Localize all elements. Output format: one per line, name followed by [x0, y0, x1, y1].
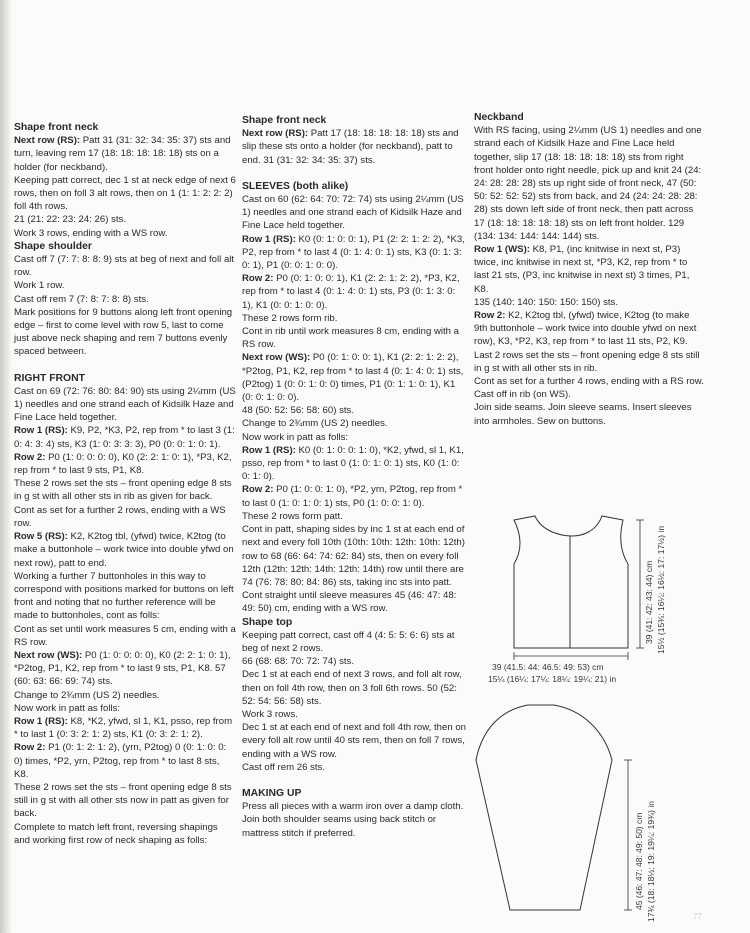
instruction-paragraph — [242, 510, 467, 523]
instruction-text: Mark positions for 9 buttons along left front opening edge – first to come level with row 5, last to come just above neck shaping and rem 7 buttons evenly spaced between. — [14, 306, 233, 358]
instruction-text: Keeping patt correct, dec 1 st at neck edge of next 6 rows, then on foll 3 alt rows, then on 1 (1: 1: 2: 2: 2) foll 4th rows. — [14, 174, 236, 213]
sleeve-length-label-cm: 45 (46: 47: 48: 49: 50) cm — [634, 812, 644, 910]
row-label: Row 1 (RS): — [14, 425, 68, 437]
section-gap — [14, 359, 236, 372]
instruction-text: 48 (50: 52: 56: 58: 60) sts. — [242, 405, 354, 417]
instruction-paragraph — [242, 523, 467, 589]
row-label: Row 2: — [14, 451, 46, 463]
body-height-label-cm: 39 (41: 42: 43: 44) cm — [644, 560, 654, 644]
instruction-text: P0 (0: 1: 0: 0: 1), K1 (2: 2: 1: 2: 2), *P2tog, P1, K2, rep from * to last 4 (0: 1: 4: 0: 1) sts, (P2tog) 1 (0: 0: 1: 0: 0) times, P1 (0: 1: 1: 0: 1), K1 (0: 0: 1: 0: 0). — [242, 352, 464, 404]
instruction-paragraph — [242, 708, 467, 721]
section-heading: Shape shoulder — [14, 240, 92, 252]
instruction-text: P0 (1: 0: 0: 0: 0), K0 (2: 2: 1: 0: 1), *P2tog, P1, K2, rep from * to last 9 sts, P1, K8. 57 (60: 63: 66: 69: 74) sts. — [14, 649, 231, 688]
section-heading: Neckband — [474, 112, 524, 123]
instruction-paragraph — [14, 293, 236, 306]
instruction-text: Keeping patt correct, cast off 4 (4: 5: 5: 6: 6) sts at beg of next 2 rows. — [242, 629, 455, 654]
instruction-text: K2, K2tog tbl, (yfwd) twice, K2tog (to make 9th buttonhole – work twice into double yfwd on next row), K3, *P2, K3, rep from * to last 11 sts, P2, K9. — [474, 310, 697, 348]
column-3 — [474, 111, 704, 428]
instruction-paragraph — [242, 589, 467, 615]
instruction-text: Cont as set until work measures 5 cm, ending with a RS row. — [14, 623, 236, 648]
page-number: 77 — [693, 912, 702, 921]
instruction-text: Work 3 rows. — [242, 708, 298, 720]
instruction-text: These 2 rows form patt. — [242, 510, 343, 522]
instruction-text: With RS facing, using 2¼mm (US 1) needles and one strand each of Kidsilk Haze and Fine Lace held together, slip 17 (18: 18: 18: 18: 18) sts from right front holder onto right needle, pick up and knit 24 (24: 24: 28: 28: 28) sts up right side of front neck, 47 (50: 50: 52: 52: 52) sts from back, and 24 (24: 24: 28: 28: 28) sts down left side of front neck, then patt across 17 (18: 18: 18: 18: 18) sts on left front holder. 129 (134: 134: 144: 144: 144) sts. — [474, 125, 702, 242]
instruction-text: Dec 1 st at each end of next and foll 4th row, then on every foll alt row until 40 sts rem, then on foll 7 rows, ending with a WS row. — [242, 722, 467, 760]
instruction-paragraph — [242, 351, 467, 404]
instruction-text: These 2 rows set the sts – front opening edge 8 sts still in g st with all other sts now in patt as given for back. — [14, 781, 232, 820]
instruction-text: K2, K2tog tbl, (yfwd) twice, K2tog (to make a buttonhole – work twice into double yfwd on next row), patt to end. — [14, 531, 234, 569]
instruction-paragraph — [242, 272, 467, 312]
row-label: Row 2: — [474, 310, 506, 322]
instruction-text: Cast off in rib (on WS). — [474, 389, 571, 401]
instruction-paragraph — [474, 401, 704, 427]
row-label: Row 2: — [242, 273, 274, 285]
instruction-paragraph — [14, 134, 236, 174]
instruction-text: Join both shoulder seams using back stitch or mattress stitch if preferred. — [242, 814, 437, 839]
instruction-text: Last 2 rows set the sts – front opening edge 8 sts still in g st with all other sts in rib. — [474, 349, 700, 374]
instruction-text: Change to 2¾mm (US 2) needles. — [242, 418, 388, 430]
instruction-text: Patt 17 (18: 18: 18: 18: 18) sts and slip these sts onto a holder (for neckband), patt to end. 31 (31: 32: 34: 35: 37) sts. — [242, 128, 459, 166]
instruction-paragraph — [14, 306, 236, 359]
body-width-label-in: 15¼ (16¼: 17¼: 18¼: 19¼: 21) in — [488, 674, 617, 684]
section-heading: Shape front neck — [14, 122, 99, 133]
row-label: Next row (RS): — [14, 135, 81, 147]
instruction-text: P0 (1: 0: 0: 1: 0), *P2, yrn, P2tog, rep from * to last 0 (1: 0: 1: 0: 1) sts, P0 (1: 0: 0: 1: 0). — [242, 484, 463, 509]
instruction-paragraph — [14, 424, 236, 450]
column-2 — [242, 114, 467, 840]
instruction-text: Work 3 rows, ending with a WS row. — [14, 227, 168, 239]
instruction-text: Complete to match left front, reversing shapings and working first row of neck shaping as folls: — [14, 821, 218, 846]
instruction-paragraph — [14, 623, 236, 649]
instruction-paragraph — [474, 124, 704, 243]
instruction-text: Change to 2¾mm (US 2) needles. — [14, 689, 160, 701]
sleeve-outline — [476, 705, 612, 910]
instruction-paragraph — [242, 483, 467, 509]
instruction-text: 21 (21: 22: 23: 24: 26) sts. — [14, 214, 126, 226]
instruction-paragraph — [242, 813, 467, 839]
instruction-paragraph — [14, 451, 236, 477]
instruction-paragraph — [14, 821, 236, 847]
instruction-paragraph — [242, 193, 467, 233]
instruction-text: K0 (0: 1: 0: 0: 1), P1 (2: 2: 1: 2: 2), *K3, P2, rep from * to last 4 (0: 1: 4: 0: 1) sts, K3 (0: 1: 3: 0: 1), P1 (0: 0: 1: 0: 0). — [242, 233, 465, 272]
instruction-text: Cont as set for a further 4 rows, ending with a RS row. — [474, 376, 704, 388]
instruction-text: Cast off 7 (7: 7: 8: 8: 9) sts at beg of next and foll alt row. — [14, 254, 235, 279]
instruction-text: Cast on 60 (62: 64: 70: 72: 74) sts using 2¼mm (US 1) needles and one strand each of Kidsilk Haze and Fine Lace held together. — [242, 194, 464, 232]
row-label: Next row (WS): — [14, 649, 83, 661]
instruction-paragraph — [242, 127, 467, 167]
instruction-text: Cont straight until sleeve measures 45 (46: 47: 48: 49: 50) cm, ending with a WS row. — [242, 590, 457, 615]
section-heading: Shape top — [242, 616, 293, 628]
instruction-text: Cast on 69 (72: 76: 80: 84: 90) sts using 2¼mm (US 1) needles and one strand each of Kidsilk Haze and Fine Lace held together. — [14, 385, 236, 424]
instruction-text: Patt 31 (31: 32: 34: 35: 37) sts and turn, leaving rem 17 (18: 18: 18: 18: 18) sts on a holder (for neckband). — [14, 135, 231, 173]
instruction-text: Cont in patt, shaping sides by inc 1 st at each end of next and every foll 10th (10th: 10th: 12th: 10th: 12th) row to 68 (66: 64: 74: 62: 84) sts, then on every foll 12th (12th: 12th: 14th: 12th: 14th) row until there are 74 (76: 78: 80: 84: 86) sts, taking inc sts into patt. — [242, 524, 465, 588]
instruction-text: Dec 1 st at each end of next 3 rows, and foll alt row, then on foll 4th row, then on 3 foll 6th rows. 50 (52: 52: 54: 56: 58) sts. — [242, 669, 462, 707]
instruction-paragraph — [14, 689, 236, 702]
row-label: Row 1 (RS): — [242, 233, 296, 245]
instruction-text: Cont in rib until work measures 8 cm, ending with a RS row. — [242, 326, 460, 351]
section-heading: MAKING UP — [242, 787, 302, 799]
instruction-paragraph — [14, 477, 236, 503]
instruction-paragraph — [14, 385, 236, 425]
instruction-paragraph — [14, 174, 236, 214]
instruction-text: P1 (0: 1: 2: 1: 2), (yrn, P2tog) 0 (0: 1: 0: 0: 0) times, *P2, yrn, P2tog, rep from * to last 8 sts, K8. — [14, 742, 227, 780]
instruction-paragraph — [242, 655, 467, 668]
instruction-paragraph — [242, 312, 467, 325]
instruction-text: 135 (140: 140: 150: 150: 150) sts. — [474, 296, 619, 308]
instruction-text: Cast off rem 26 sts. — [242, 761, 325, 773]
instruction-text: Work 1 row. — [14, 280, 65, 292]
sleeve-length-label-in: 17¾ (18: 18½: 19: 19¼: 19¾) in — [646, 801, 656, 922]
section-gap — [242, 167, 467, 180]
instruction-paragraph — [14, 715, 236, 741]
row-label: Row 1 (WS): — [474, 244, 530, 256]
row-label: Next row (RS): — [242, 128, 309, 140]
instruction-paragraph — [14, 504, 236, 530]
schematic-svg — [470, 510, 750, 930]
instruction-paragraph — [242, 444, 467, 484]
instruction-text: Cont as set for a further 2 rows, ending with a WS row. — [14, 504, 226, 529]
instruction-paragraph — [242, 417, 467, 430]
column-1 — [14, 121, 236, 847]
body-height-label-in: 15½ (15¾: 16¼: 16½: 17: 17½) in — [656, 525, 666, 654]
instruction-text: These 2 rows set the sts – front opening edge 8 sts in g st with all other sts in rib as given for back. — [14, 478, 232, 503]
instruction-paragraph — [474, 349, 704, 375]
body-outline — [514, 516, 628, 648]
instruction-paragraph — [242, 629, 467, 655]
instruction-paragraph — [14, 253, 236, 279]
instruction-text: Working a further 7 buttonholes in this way to correspond with positions marked for buttons on left front and noting that no further reference will be made to buttonholes, cont as folls: — [14, 570, 234, 622]
instruction-text: K9, P2, *K3, P2, rep from * to last 3 (1: 0: 4: 3: 4) sts, K3 (1: 0: 3: 3: 3), P0 (0: 0: 1: 0: 1). — [14, 425, 235, 450]
instruction-text: 66 (68: 68: 70: 72: 74) sts. — [242, 656, 354, 668]
instruction-text: K8, P1, (inc knitwise in next st, P3) twice, inc knitwise in next st, *P3, K2, rep from * to last 21 sts, (P3, inc knitwise in next st) 3 times, P1, K8. — [474, 244, 690, 295]
instruction-paragraph — [14, 227, 236, 240]
row-label: Next row (WS): — [242, 352, 311, 364]
instruction-paragraph — [242, 800, 467, 813]
section-heading: RIGHT FRONT — [14, 372, 85, 384]
instruction-paragraph — [242, 668, 467, 708]
instruction-paragraph — [474, 309, 704, 349]
instruction-text: Now work in patt as folls: — [14, 702, 121, 714]
instruction-paragraph — [14, 781, 236, 821]
section-gap — [242, 774, 467, 787]
instruction-paragraph — [242, 233, 467, 273]
instruction-paragraph — [474, 296, 704, 309]
instruction-text: Cast off rem 7 (7: 8: 7: 8: 8) sts. — [14, 293, 149, 305]
section-heading: SLEEVES (both alike) — [242, 180, 349, 192]
instruction-paragraph — [474, 388, 704, 401]
row-label: Row 2: — [14, 742, 46, 754]
row-label: Row 2: — [242, 484, 274, 496]
body-width-label-cm: 39 (41.5: 44: 46.5: 49: 53) cm — [492, 662, 604, 672]
instruction-paragraph — [474, 243, 704, 296]
instruction-paragraph — [242, 404, 467, 417]
instruction-paragraph — [14, 530, 236, 570]
instruction-text: K0 (0: 1: 0: 0: 1: 0), *K2, yfwd, sl 1, K1, psso, rep from * to last 0 (1: 0: 1: 0: 1) sts, K0 (1: 0: 0: 1: 0). — [242, 444, 464, 483]
row-label: Row 1 (RS): — [14, 715, 68, 727]
instruction-text: Join side seams. Join sleeve seams. Insert sleeves into armholes. Sew on buttons. — [474, 402, 692, 427]
instruction-paragraph — [242, 721, 467, 761]
instruction-text: P0 (1: 0: 0: 0: 0), K0 (2: 2: 1: 0: 1), *P3, K2, rep from * to last 9 sts, P1, K8. — [14, 451, 232, 477]
instruction-paragraph — [474, 375, 704, 388]
row-label: Row 5 (RS): — [14, 531, 68, 543]
instruction-paragraph — [242, 431, 467, 444]
instruction-paragraph — [14, 213, 236, 226]
instruction-paragraph — [14, 570, 236, 623]
instruction-paragraph — [14, 702, 236, 715]
instruction-paragraph — [242, 325, 467, 351]
row-label: Row 1 (RS): — [242, 444, 296, 456]
instruction-text: P0 (0: 1: 0: 0: 1), K1 (2: 2: 1: 2: 2), *P3, K2, rep from * to last 4 (0: 1: 4: 0: 1) sts, P3 (0: 1: 3: 0: 1), K1 (0: 0: 1: 0: 0). — [242, 273, 460, 311]
instruction-text: These 2 rows form rib. — [242, 312, 338, 324]
instruction-text: Press all pieces with a warm iron over a damp cloth. — [242, 801, 464, 813]
section-heading: Shape front neck — [242, 115, 327, 126]
instruction-text: Now work in patt as folls: — [242, 431, 349, 443]
instruction-text: K8, *K2, yfwd, sl 1, K1, psso, rep from * to last 1 (0: 3: 2: 1: 2) sts, K1 (0: 3: 2: 1: 2). — [14, 715, 233, 741]
schematic-diagrams — [470, 510, 750, 930]
instruction-paragraph — [14, 741, 236, 781]
instruction-paragraph — [242, 761, 467, 774]
instruction-paragraph — [14, 279, 236, 292]
page-spine-shadow — [0, 0, 12, 933]
instruction-paragraph — [14, 649, 236, 689]
